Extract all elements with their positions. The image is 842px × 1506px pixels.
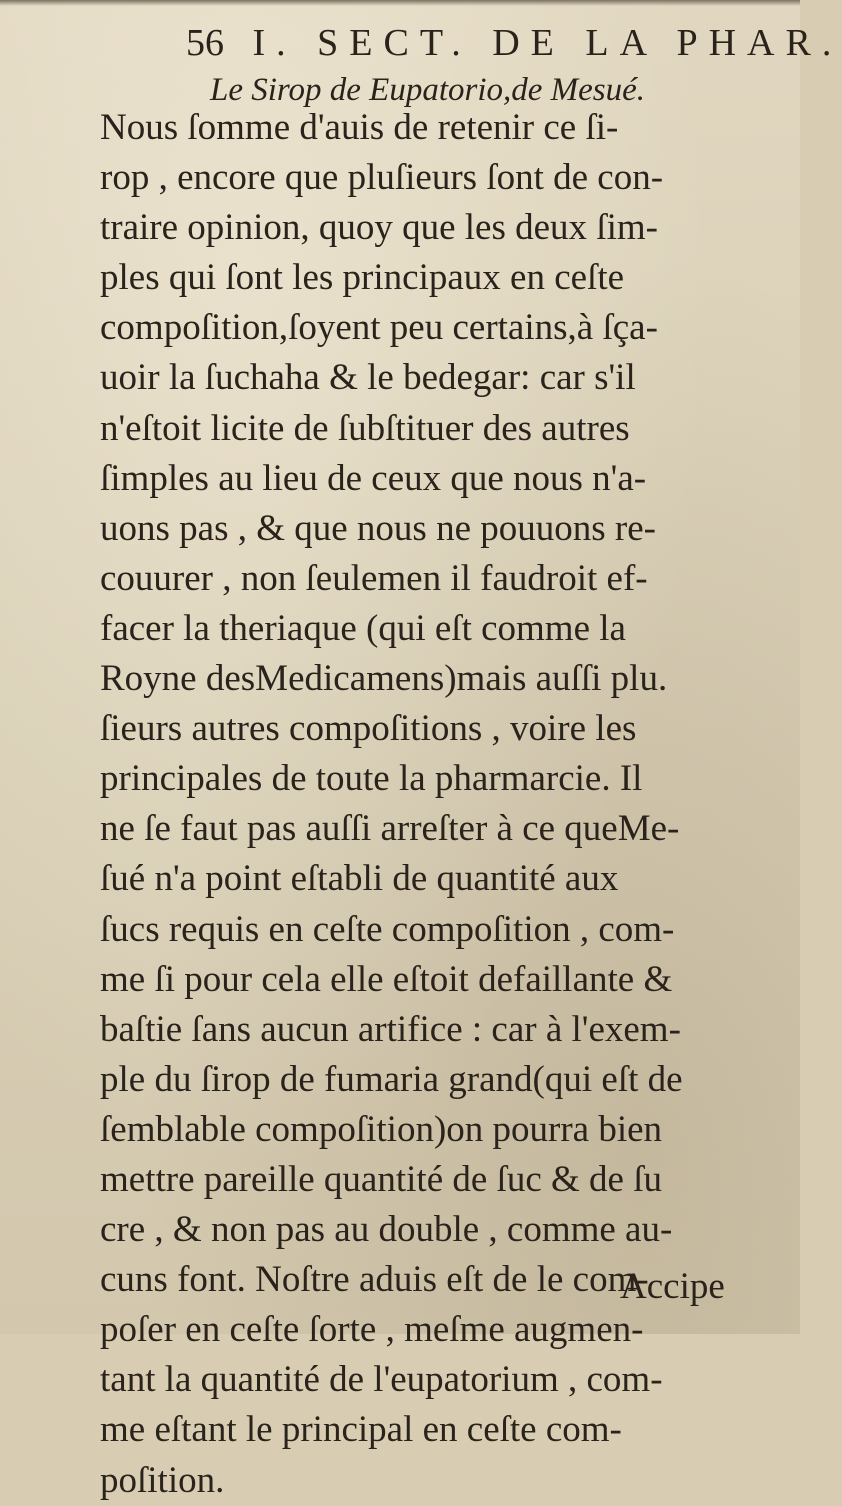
text-line: traire opinion, quoy que les deux ſim-: [100, 203, 780, 253]
running-header: [186, 18, 786, 68]
text-line: me eſtant le principal en ceſte com-: [100, 1405, 780, 1455]
text-line: principales de toute la pharmarcie. Il: [100, 754, 780, 804]
text-line: rop , encore que pluſieurs ſont de con-: [100, 153, 780, 203]
text-line: poſition.: [100, 1456, 780, 1506]
text-line: tant la quantité de l'eupatorium , com-: [100, 1355, 780, 1405]
text-line: ſucs requis en ceſte compoſition , com-: [100, 905, 780, 955]
text-line: couurer , non ſeulemen il faudroit ef-: [100, 554, 780, 604]
text-line: cre , & non pas au double , comme au-: [100, 1205, 780, 1255]
text-line: ſemblable compoſition)on pourra bien: [100, 1105, 780, 1155]
running-title: I. SECT. DE LA PHAR.: [253, 22, 842, 64]
text-line: ples qui ſont les principaux en ceſte: [100, 253, 780, 303]
text-line: poſer en ceſte ſorte , meſme augmen-: [100, 1305, 780, 1355]
page-top-edge: [0, 0, 800, 6]
recipe-title: Le Sirop de Eupatorio,de Mesué.: [210, 70, 645, 110]
text-line: me ſi pour cela elle eſtoit defaillante &: [100, 955, 780, 1005]
text-line: compoſition,ſoyent peu certains,à ſça-: [100, 303, 780, 353]
text-line: ſieurs autres compoſitions , voire les: [100, 704, 780, 754]
text-line: n'eſtoit licite de ſubſtituer des autres: [100, 404, 780, 454]
text-line: Nous ſomme d'auis de retenir ce ſi-: [100, 103, 780, 153]
text-line: baſtie ſans aucun artifice : car à l'exem-: [100, 1005, 780, 1055]
text-line: ſimples au lieu de ceux que nous n'a-: [100, 454, 780, 504]
text-line: ne ſe faut pas auſſi arreſter à ce queMe-: [100, 804, 780, 854]
page-number: 56: [186, 22, 224, 64]
catchword: Accipe: [620, 1262, 725, 1312]
text-line: cuns font. Noſtre aduis eſt de le com-: [100, 1255, 780, 1305]
text-line: uons pas , & que nous ne pouuons re-: [100, 504, 780, 554]
text-line: ple du ſirop de fumaria grand(qui eſt de: [100, 1055, 780, 1105]
text-line: mettre pareille quantité de ſuc & de ſu: [100, 1155, 780, 1205]
text-line: facer la theriaque (qui eſt comme la: [100, 604, 780, 654]
text-line: Royne desMedicamens)mais auſſi plu.: [100, 654, 780, 704]
text-line: uoir la ſuchaha & le bedegar: car s'il: [100, 353, 780, 403]
text-line: ſué n'a point eſtabli de quantité aux: [100, 854, 780, 904]
